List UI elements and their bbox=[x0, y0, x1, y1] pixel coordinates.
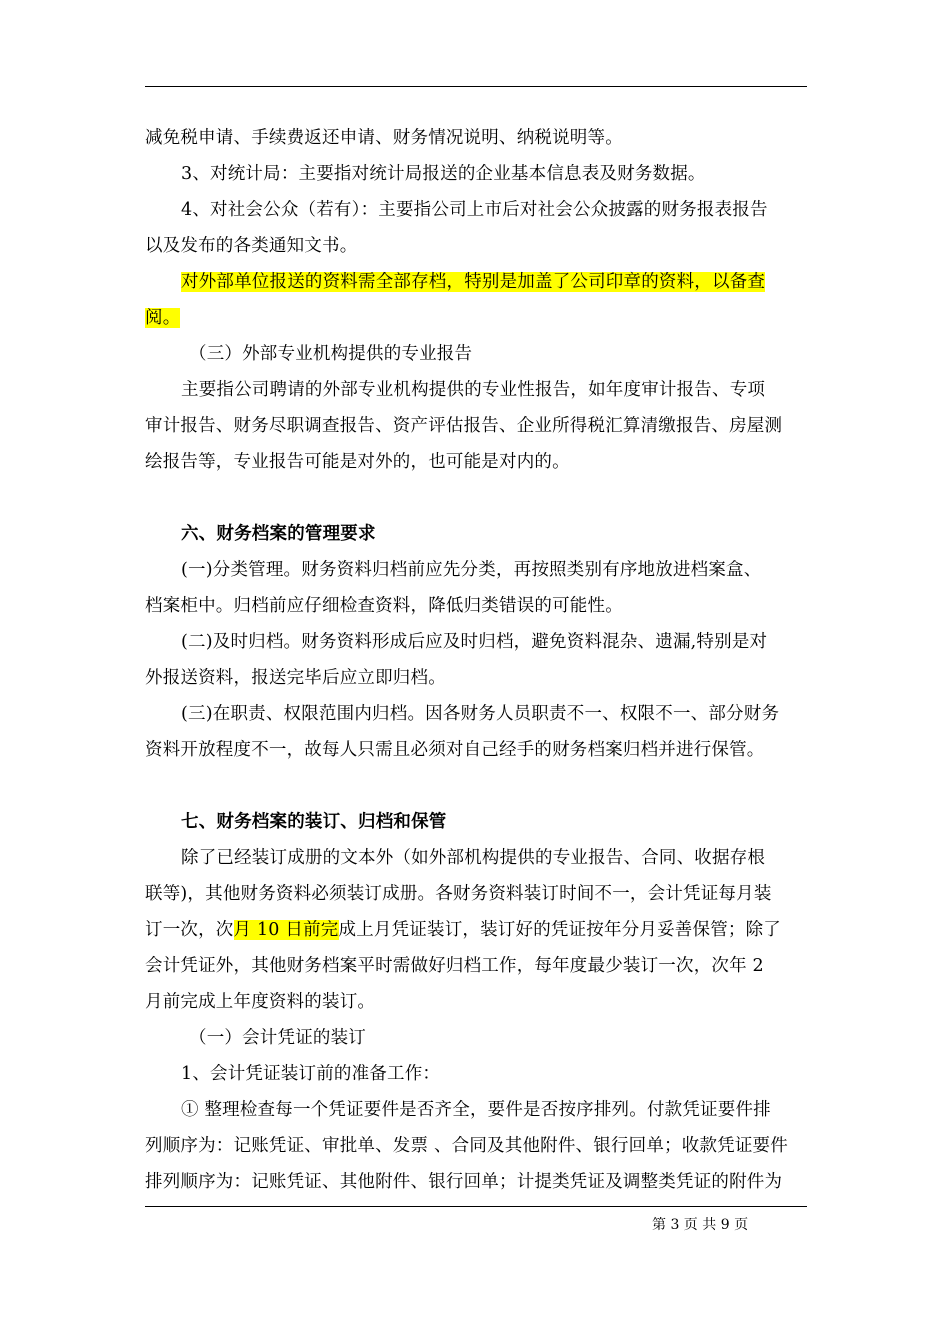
text-line: (一)分类管理。财务资料归档前应先分类，再按照类别有序地放进档案盒、 bbox=[181, 560, 762, 580]
text-line: 联等)，其他财务资料必须装订成册。各财务资料装订时间不一，会计凭证每月装 bbox=[145, 884, 772, 904]
text-line: 会计凭证外，其他财务档案平时需做好归档工作，每年度最少装订一次，次年 2 bbox=[145, 956, 764, 976]
text-line: 3、对统计局：主要指对统计局报送的企业基本信息表及财务数据。 bbox=[181, 164, 706, 184]
spacer bbox=[145, 480, 807, 516]
text-line: (三)在职责、权限范围内归档。因各财务人员职责不一、权限不一、部分财务 bbox=[181, 704, 780, 724]
header-rule bbox=[145, 86, 807, 87]
text-line: (二)及时归档。财务资料形成后应及时归档，避免资料混杂、遗漏,特别是对 bbox=[181, 632, 768, 652]
section-heading: 七、财务档案的装订、归档和保管 bbox=[181, 812, 447, 832]
text-segment: 订一次，次 bbox=[145, 920, 234, 940]
text-line: 审计报告、财务尽职调查报告、资产评估报告、企业所得税汇算清缴报告、房屋测 bbox=[145, 416, 783, 436]
text-line: 外报送资料，报送完毕后应立即归档。 bbox=[145, 668, 446, 688]
highlighted-line bbox=[145, 300, 807, 336]
text-line: ① 整理检查每一个凭证要件是否齐全，要件是否按序排列。付款凭证要件排 bbox=[181, 1100, 771, 1120]
highlight: 月 10 日前完 bbox=[233, 920, 339, 940]
highlight: 对外部单位报送的资料需全部存档，特别是加盖了公司印章的资料，以备查 bbox=[181, 272, 766, 292]
text-segment: 成上月凭证装订，装订好的凭证按年分月妥善保管；除了 bbox=[338, 920, 781, 940]
text-line: 4、对社会公众（若有）：主要指公司上市后对社会公众披露的财务报表报告 bbox=[181, 200, 768, 220]
text-line: 减免税申请、手续费返还申请、财务情况说明、纳税说明等。 bbox=[145, 128, 623, 148]
footer-rule bbox=[145, 1206, 807, 1207]
text-line: 档案柜中。归档前应仔细检查资料，降低归类错误的可能性。 bbox=[145, 596, 623, 616]
text-line: 列顺序为：记账凭证、审批单、发票 、合同及其他附件、银行回单；收款凭证要件 bbox=[145, 1136, 788, 1156]
text-line: 1、会计凭证装订前的准备工作： bbox=[181, 1064, 441, 1084]
text-line: 排列顺序为：记账凭证、其他附件、银行回单；计提类凭证及调整类凭证的附件为 bbox=[145, 1172, 783, 1192]
text-line: 绘报告等，专业报告可能是对外的，也可能是对内的。 bbox=[145, 452, 570, 472]
text-line: 资料开放程度不一，故每人只需且必须对自己经手的财务档案归档并进行保管。 bbox=[145, 740, 765, 760]
text-line: 除了已经装订成册的文本外（如外部机构提供的专业报告、合同、收据存根 bbox=[181, 848, 766, 868]
subsection-title: （一）会计凭证的装订 bbox=[189, 1028, 366, 1048]
section-heading: 六、财务档案的管理要求 bbox=[181, 524, 376, 544]
page-number: 第 3 页 共 9 页 bbox=[652, 1217, 749, 1233]
highlight: 阅。 bbox=[145, 308, 181, 328]
document-body bbox=[145, 120, 807, 1200]
text-line: 主要指公司聘请的外部专业机构提供的专业性报告，如年度审计报告、专项 bbox=[181, 380, 766, 400]
subsection-title: （三）外部专业机构提供的专业报告 bbox=[189, 344, 473, 364]
spacer bbox=[145, 768, 807, 804]
text-line: 月前完成上年度资料的装订。 bbox=[145, 992, 376, 1012]
text-line-with-highlight bbox=[145, 912, 807, 948]
highlighted-line bbox=[145, 264, 807, 300]
text-line: 以及发布的各类通知文书。 bbox=[145, 236, 358, 256]
